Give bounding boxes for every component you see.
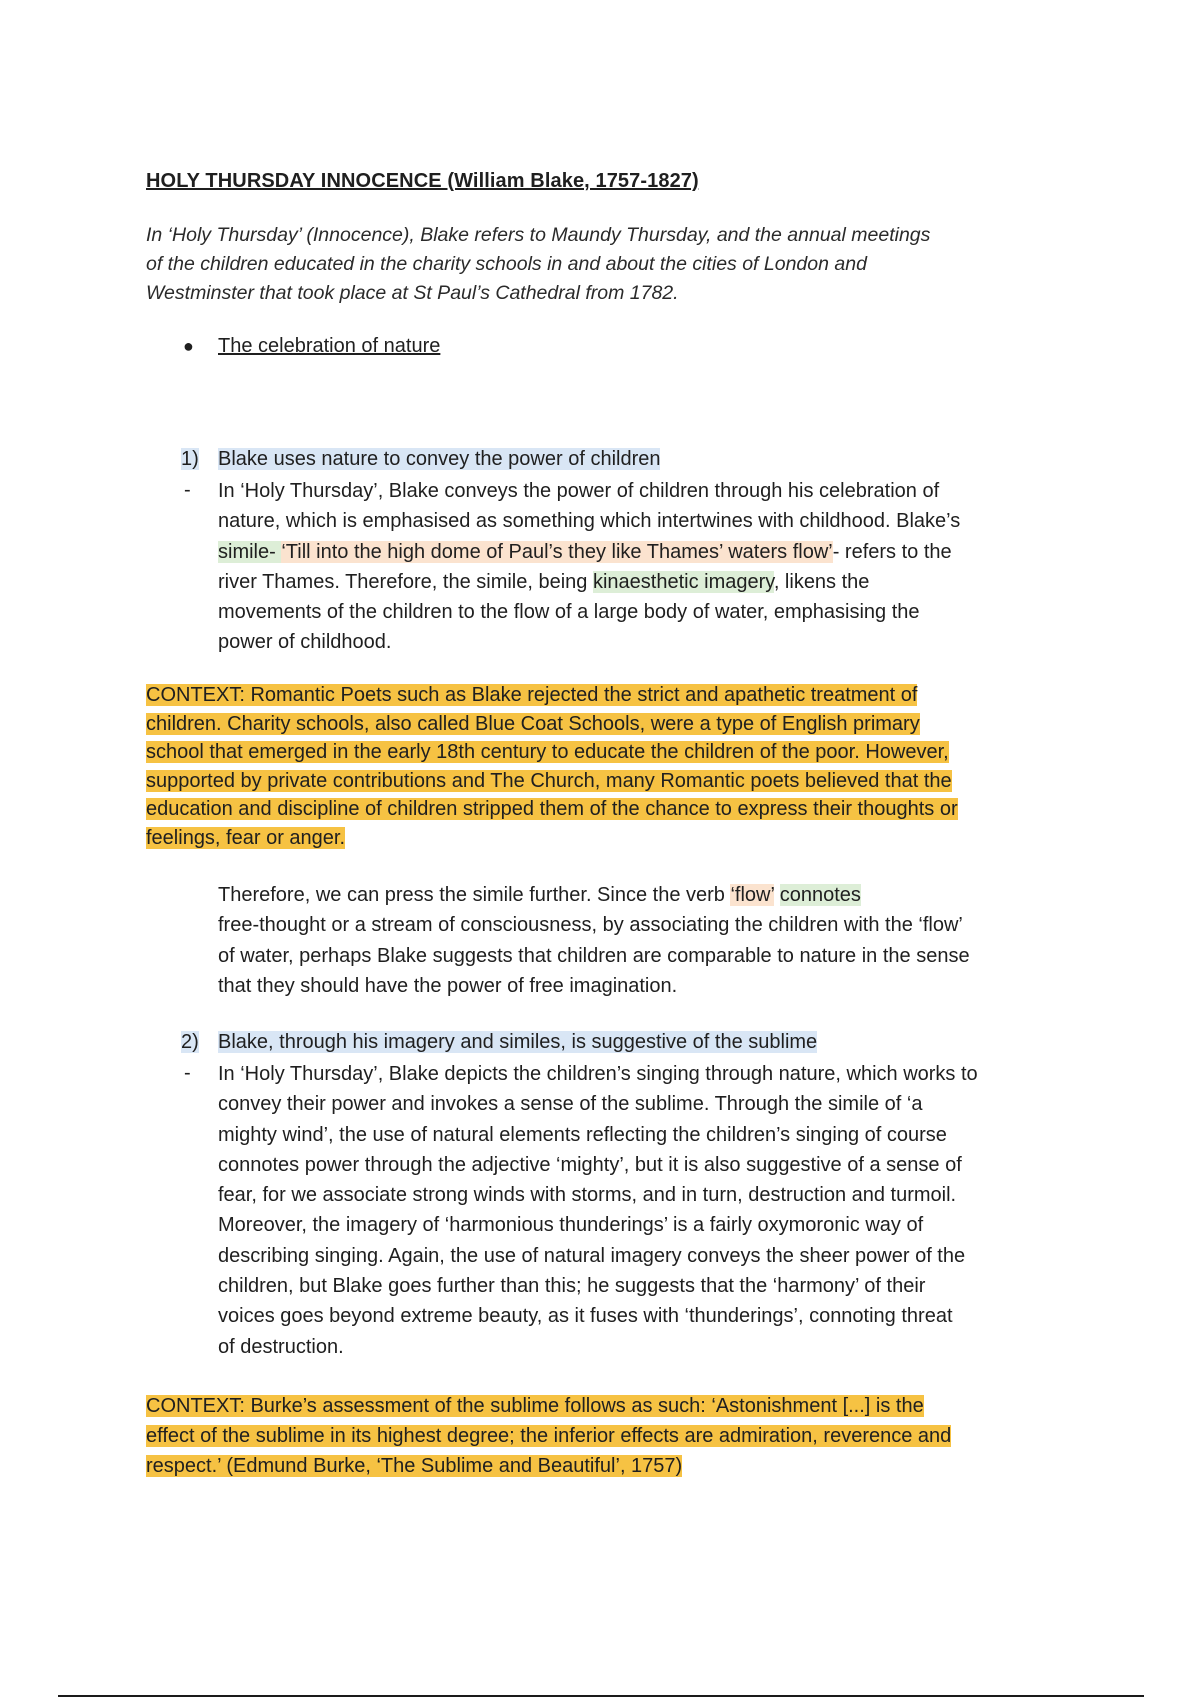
- paragraph-line: voices goes beyond extreme beauty, as it fuses with ‘thunderings’, connoting threat: [218, 1305, 953, 1328]
- section-2-paragraph: [218, 1059, 1088, 1362]
- paragraph-line: Therefore, we can press the simile further. Since the verb ‘flow’ connotes: [218, 884, 861, 906]
- paragraph-line: nature, which is emphasised as something which intertwines with childhood. Blake’s: [218, 510, 961, 533]
- context-block-2: [146, 1391, 1086, 1481]
- paragraph-line: free-thought or a stream of consciousness, by associating the children with the ‘flow’: [218, 914, 963, 937]
- paragraph-line: of destruction.: [218, 1335, 344, 1358]
- section-2-heading: Blake, through his imagery and similes, is suggestive of the sublime: [218, 1031, 818, 1053]
- connotes-highlight: connotes: [779, 884, 861, 906]
- paragraph-line: river Thames. Therefore, the simile, being kinaesthetic imagery, likens the: [218, 570, 870, 593]
- simile-term-highlight: simile: [218, 540, 270, 563]
- follow-up-paragraph: [218, 880, 1088, 1001]
- bullet-heading: The celebration of nature: [218, 335, 441, 357]
- document-title: HOLY THURSDAY INNOCENCE (William Blake, 1757-1827): [146, 170, 699, 192]
- paragraph-line: In ‘Holy Thursday’, Blake conveys the power of children through his celebration of: [218, 480, 940, 502]
- context-line: effect of the sublime in its highest degree; the inferior effects are admiration, reverence and: [146, 1425, 952, 1447]
- paragraph-line: Moreover, the imagery of ‘harmonious thunderings’ is a fairly oxymoronic way of: [218, 1214, 924, 1237]
- bullet-marker: ●: [183, 336, 194, 356]
- context-line: children. Charity schools, also called Blue Coat Schools, were a type of English primary: [146, 712, 920, 735]
- section-1-paragraph: [218, 476, 1088, 658]
- context-line: CONTEXT: Burke’s assessment of the sublime follows as such: ‘Astonishment [...] is the: [146, 1395, 924, 1417]
- line-rest: - refers to the: [832, 540, 952, 563]
- flow-quote-highlight: ‘flow’: [730, 884, 775, 906]
- context-line: respect.’ (Edmund Burke, ‘The Sublime and Beautiful’, 1757): [146, 1455, 683, 1477]
- kinaesthetic-imagery-highlight: kinaesthetic imagery: [592, 570, 774, 593]
- paragraph-line: of water, perhaps Blake suggests that children are comparable to nature in the sense: [218, 944, 970, 967]
- section-1-heading: Blake uses nature to convey the power of children: [218, 448, 661, 470]
- context-block-1: [146, 681, 1086, 852]
- paragraph-line: that they should have the power of free imagination.: [218, 974, 678, 997]
- paragraph-line: fear, for we associate strong winds with storms, and in turn, destruction and turmoil.: [218, 1184, 957, 1207]
- context-line: supported by private contributions and The Church, many Romantic poets believed that the: [146, 769, 952, 792]
- context-line: CONTEXT: Romantic Poets such as Blake rejected the strict and apathetic treatment of: [146, 684, 918, 706]
- paragraph-line: movements of the children to the flow of a large body of water, emphasising the: [218, 601, 920, 624]
- paragraph-line: describing singing. Again, the use of natural imagery conveys the sheer power of the: [218, 1244, 966, 1267]
- paragraph-line: power of childhood.: [218, 631, 392, 654]
- paragraph-line: mighty wind’, the use of natural elements reflecting the children’s singing of course: [218, 1123, 947, 1146]
- paragraph-line: connotes power through the adjective ‘mighty’, but it is also suggestive of a sense of: [218, 1153, 962, 1176]
- paragraph-line: convey their power and invokes a sense of the sublime. Through the simile of ‘a: [218, 1093, 923, 1116]
- section-2-number: 2): [181, 1031, 199, 1053]
- intro-line: In ‘Holy Thursday’ (Innocence), Blake refers to Maundy Thursday, and the annual meetings: [146, 224, 931, 246]
- paragraph-line: In ‘Holy Thursday’, Blake depicts the children’s singing through nature, which works to: [218, 1063, 978, 1085]
- section-1-number: 1): [181, 448, 199, 470]
- paragraph-line: [218, 537, 1088, 567]
- intro-line: of the children educated in the charity schools in and about the cities of London and: [146, 253, 867, 275]
- section-1-dash: -: [184, 479, 191, 501]
- context-line: school that emerged in the early 18th century to educate the children of the poor. However,: [146, 741, 949, 763]
- intro-line: Westminster that took place at St Paul’s Cathedral from 1782.: [146, 282, 679, 304]
- section-2-dash: -: [184, 1062, 191, 1084]
- intro-paragraph: [146, 221, 1066, 308]
- footer-divider: [58, 1695, 1144, 1697]
- quotation-highlight: ‘Till into the high dome of Paul’s they like Thames’ waters flow’: [281, 540, 833, 563]
- context-line: feelings, fear or anger.: [146, 826, 346, 849]
- simile-dash: -: [269, 540, 282, 563]
- context-line: education and discipline of children stripped them of the chance to express their thoughts or: [146, 798, 958, 820]
- paragraph-line: children, but Blake goes further than this; he suggests that the ‘harmony’ of their: [218, 1275, 926, 1298]
